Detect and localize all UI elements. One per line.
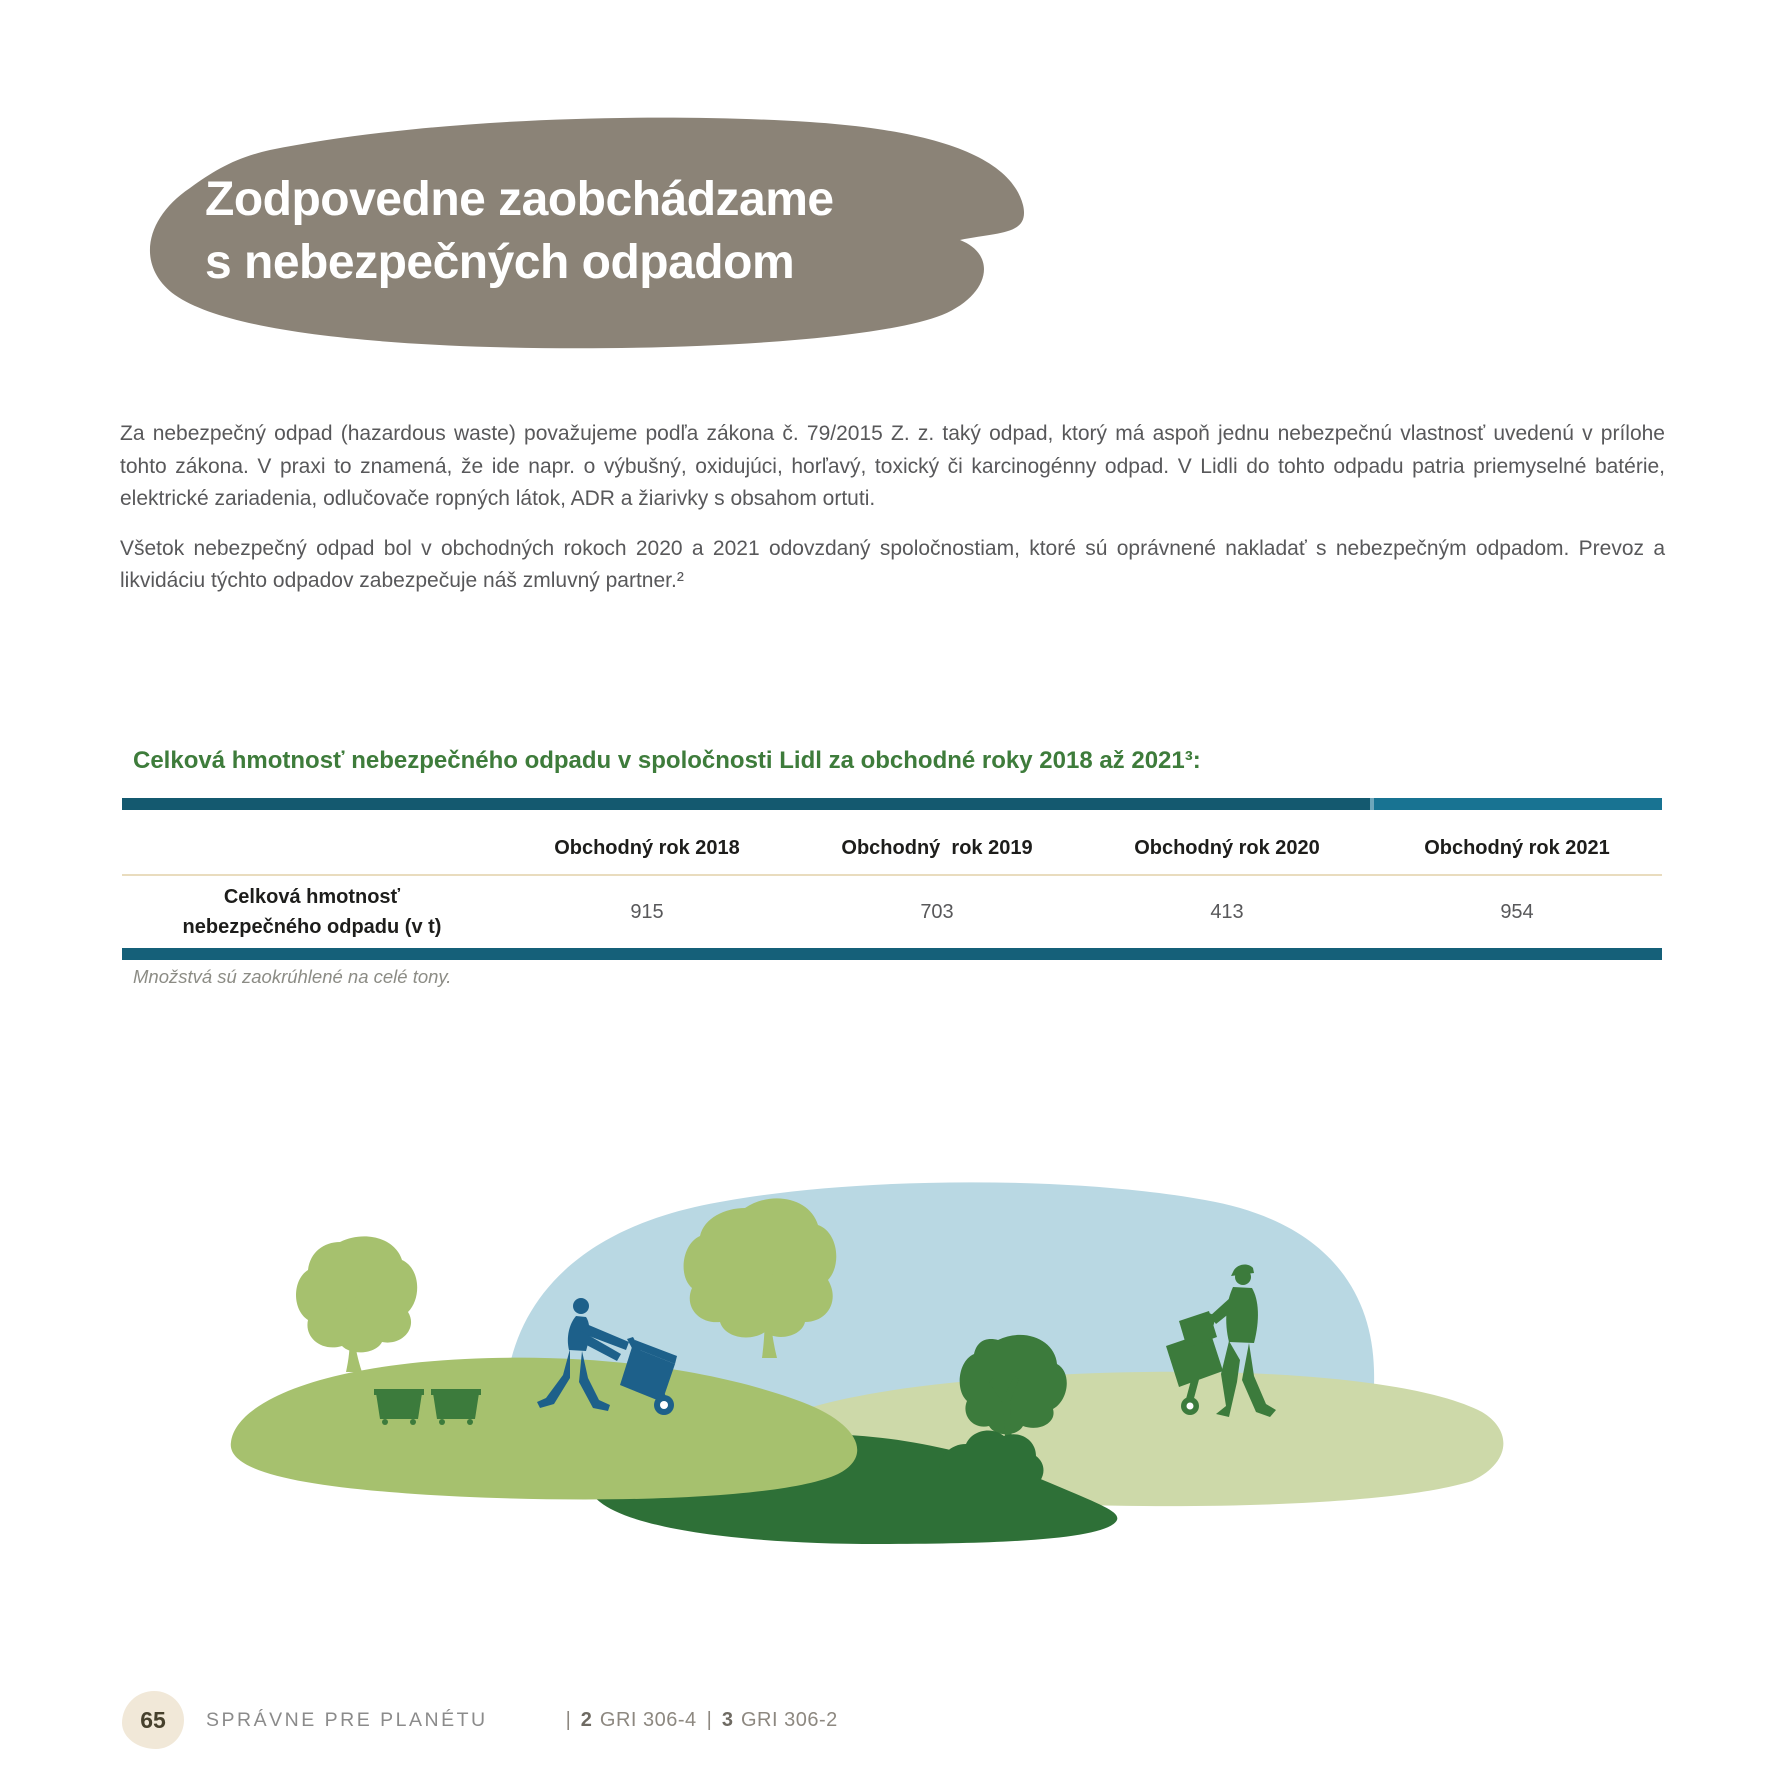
tree-light-left xyxy=(296,1236,417,1372)
gri-separator-1: | xyxy=(565,1708,571,1731)
page-number: 65 xyxy=(140,1706,166,1733)
gri-footnote-number-2: 3 xyxy=(721,1708,733,1731)
gri-code-1: GRI 306-4 xyxy=(599,1708,697,1731)
waste-collection-illustration xyxy=(180,1150,1520,1550)
table-header-2021: Obchodný rok 2021 xyxy=(1424,837,1610,859)
gri-separator-2: | xyxy=(706,1708,712,1731)
table-row-label-line2: nebezpečného odpadu (v t) xyxy=(182,916,442,938)
footer-gri-references xyxy=(556,1709,838,1732)
gri-footnote-number-1: 2 xyxy=(580,1708,592,1731)
table-top-bar xyxy=(122,798,1662,810)
body-copy xyxy=(120,418,1665,615)
paragraph-1: Za nebezpečný odpad (hazardous waste) považujeme podľa zákona č. 79/2015 Z. z. taký odpad, ktorý má aspoň jednu nebezpečnú vlastnosť uvedenú v prílohe tohto zákona. V praxi to znamená, že ide napr. o výbušný, oxidujúci, horľavý, toxický či karcinogénny odpad. V Lidli do tohto odpadu patria priemyselné batérie, elektrické zariadenia, odlučovače ropných látok, ADR a žiarivky s obsahom ortuti. xyxy=(120,422,1665,510)
table-row-label-line1: Celková hmotnosť xyxy=(223,886,401,908)
table-row-label xyxy=(122,882,502,942)
paragraph-2: Všetok nebezpečný odpad bol v obchodných rokoch 2020 a 2021 odovzdaný spoločnostiam, ktoré sú oprávnené nakladať s nebezpečným odpadom. Prevoz a likvidáciu týchto odpadov zabezpečuje náš zmluvný partner.² xyxy=(120,536,1665,592)
table-section-title: Celková hmotnosť nebezpečného odpadu v spoločnosti Lidl za obchodné roky 2018 až 2021³: xyxy=(133,747,1201,774)
table-header-row xyxy=(122,810,1662,876)
page-title-line2: s nebezpečných odpadom xyxy=(205,236,795,289)
page-title-line1: Zodpovedne zaobchádzame xyxy=(205,173,834,226)
hazardous-waste-table xyxy=(122,798,1662,960)
table-header-2018: Obchodný rok 2018 xyxy=(554,837,740,859)
table-value-2019: 703 xyxy=(920,900,954,923)
gri-code-2: GRI 306-2 xyxy=(741,1708,838,1731)
table-row xyxy=(122,876,1662,948)
table-value-2021: 954 xyxy=(1500,900,1534,923)
table-value-2018: 915 xyxy=(630,900,664,923)
page-title xyxy=(205,168,834,294)
table-bottom-bar xyxy=(122,948,1662,960)
table-footnote: Množstvá sú zaokrúhlené na celé tony. xyxy=(133,966,452,987)
table-header-2020: Obchodný rok 2020 xyxy=(1134,837,1320,859)
page-number-badge xyxy=(122,1691,184,1749)
footer-section-label: SPRÁVNE PRE PLANÉTU xyxy=(206,1708,488,1731)
table-value-2020: 413 xyxy=(1210,900,1244,923)
table-header-2019: Obchodný rok 2019 xyxy=(841,837,1033,859)
page-footer xyxy=(122,1690,838,1750)
